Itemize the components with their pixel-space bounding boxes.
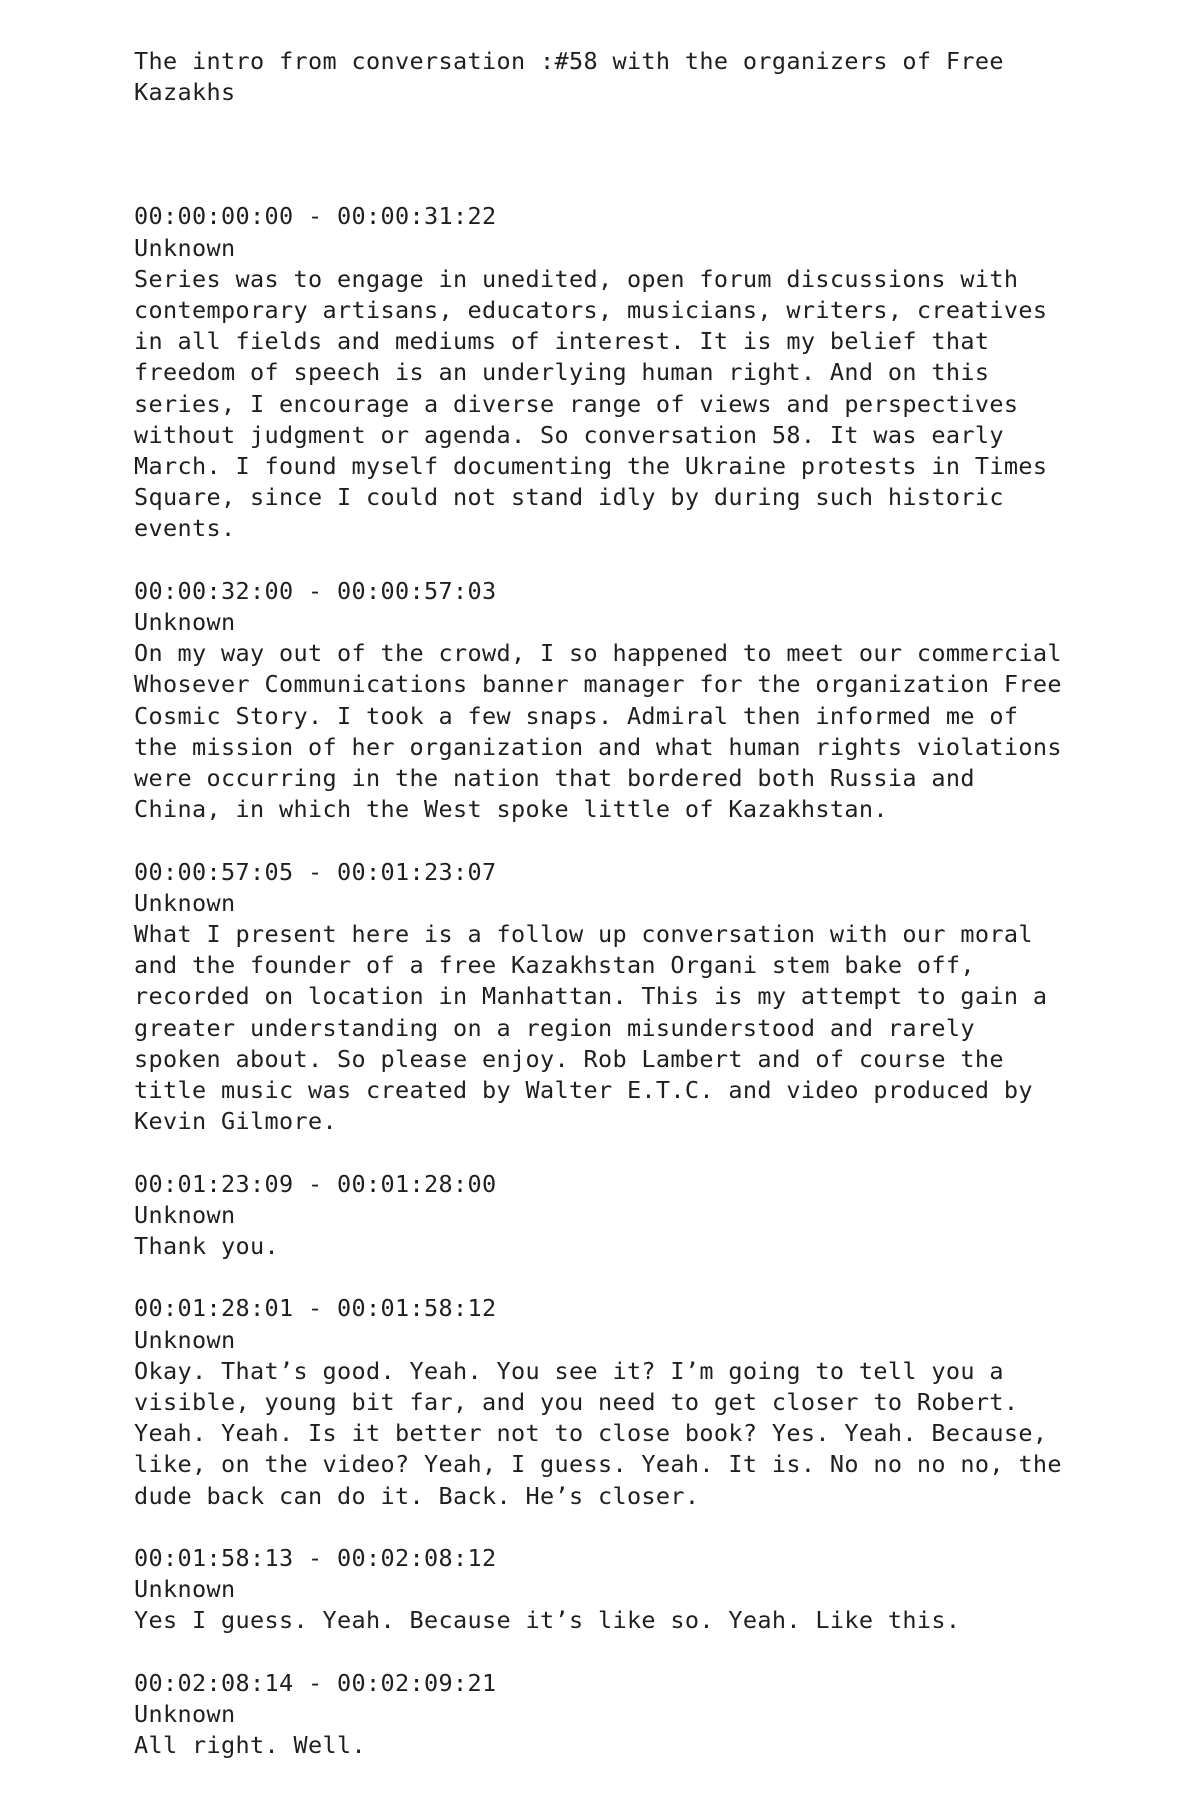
segment-text: On my way out of the crowd, I so happened to meet our commercial Whosever Communications banner manager for the organization Free Cosmic Story. I took a few snaps. Admiral then informed me of the mission of her organization and what human rights violations were occurring in the nation that bordered both Russia and China, in which the West spoke little of Kazakhstan.	[134, 639, 1077, 824]
segment-speaker: Unknown	[134, 233, 236, 262]
segment-timecode: 00:00:00:00 - 00:00:31:22	[134, 202, 497, 231]
segment-speaker: Unknown	[134, 1575, 236, 1604]
transcript-segment	[134, 1293, 1077, 1511]
transcript-segment	[134, 1543, 1074, 1637]
transcript-segment	[134, 576, 1077, 826]
segment-text: What I present here is a follow up conversation with our moral and the founder of a free Kazakhstan Organi stem bake off, recorded on location in Manhattan. This is my attempt to gain a greater understanding on a region misunderstood and rarely spoken about. So please enjoy. Rob Lambert and of course the title music was created by Walter E.T.C. and video produced by Kevin Gilmore.	[134, 920, 1062, 1136]
transcript-segment	[134, 201, 1074, 544]
segment-speaker: Unknown	[134, 1325, 236, 1354]
segment-timecode: 00:01:23:09 - 00:01:28:00	[134, 1169, 497, 1198]
document-title: The intro from conversation :#58 with the organizers of Free Kazakhs	[134, 47, 1004, 107]
segment-speaker: Unknown	[134, 1200, 236, 1229]
segment-speaker: Unknown	[134, 1700, 236, 1729]
transcript-segment	[134, 1169, 1074, 1263]
segment-speaker: Unknown	[134, 888, 236, 917]
segment-speaker: Unknown	[134, 608, 236, 637]
segment-timecode: 00:01:28:01 - 00:01:58:12	[134, 1294, 497, 1323]
segment-text: Series was to engage in unedited, open forum discussions with contemporary artisans, educators, musicians, writers, creatives in all fields and mediums of interest. It is my belief that freedom of speech is an underlying human right. And on this series, I encourage a diverse range of views and perspectives without judgment or agenda. So conversation 58. It was early March. I found myself documenting the Ukraine protests in Times Square, since I could not stand idly by during such historic events.	[134, 264, 1062, 543]
segment-timecode: 00:00:32:00 - 00:00:57:03	[134, 576, 497, 605]
segment-text: Thank you.	[134, 1232, 279, 1261]
segment-text: All right. Well.	[134, 1731, 366, 1760]
segment-text: Yes I guess. Yeah. Because it’s like so. Yeah. Like this.	[134, 1606, 961, 1635]
segment-timecode: 00:01:58:13 - 00:02:08:12	[134, 1544, 497, 1573]
segment-timecode: 00:02:08:14 - 00:02:09:21	[134, 1668, 497, 1697]
transcript-segment	[134, 1668, 1074, 1762]
transcript-document	[134, 46, 1077, 1793]
segment-text: Okay. That’s good. Yeah. You see it? I’m going to tell you a visible, young bit far, and you need to get closer to Robert. Yeah. Yeah. Is it better not to close book? Yes. Yeah. Because, like, on the video? Yeah, I guess. Yeah. It is. No no no no, the dude back can do it. Back. He’s closer.	[134, 1356, 1077, 1510]
transcript-segment	[134, 857, 1074, 1138]
segment-timecode: 00:00:57:05 - 00:01:23:07	[134, 857, 497, 886]
